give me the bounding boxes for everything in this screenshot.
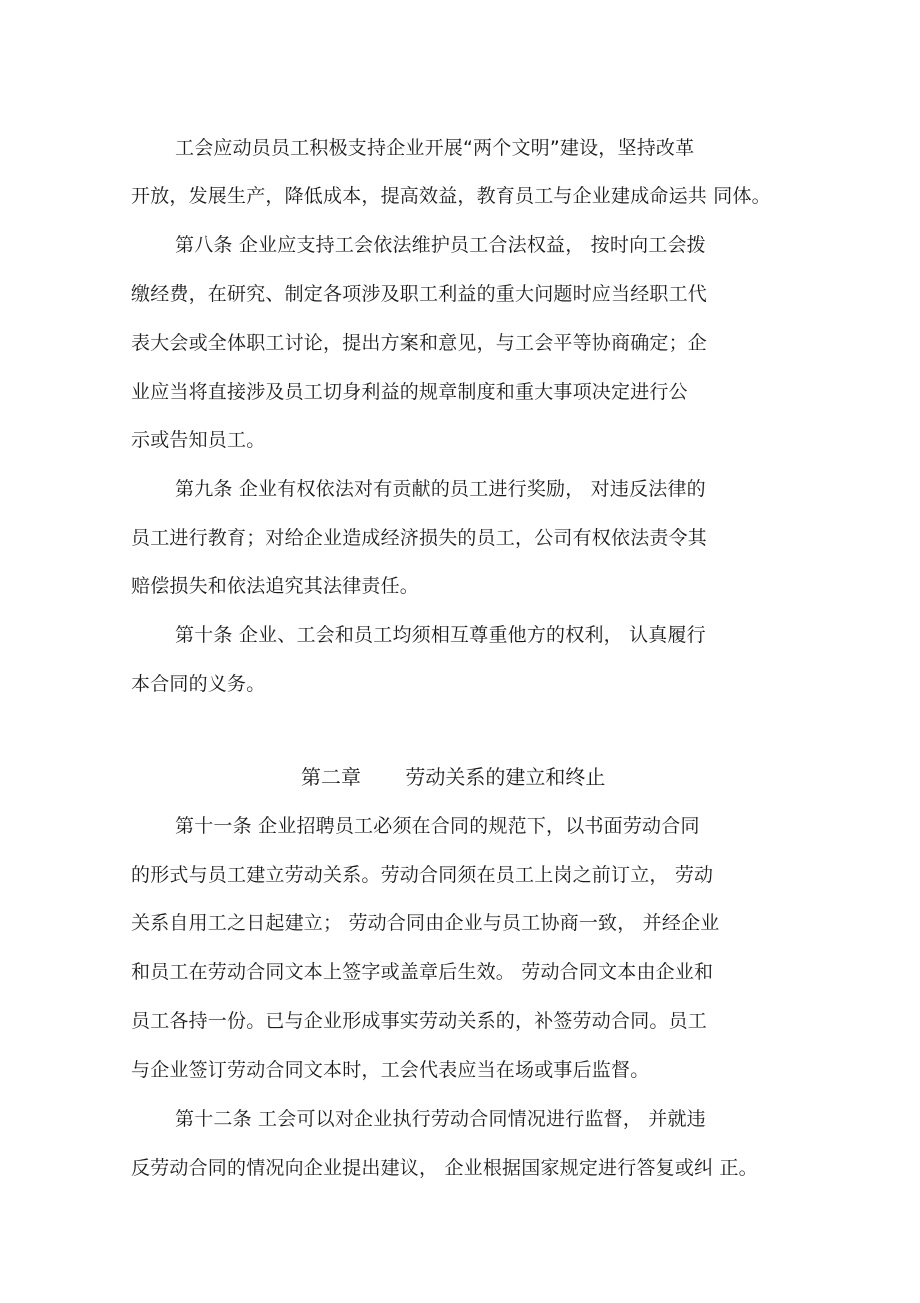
article-9-first-line: 第九条 企业有权依法对有贡献的员工进行奖励， 对违反法律的	[175, 478, 706, 500]
chapter-heading	[301, 764, 605, 790]
text-line: 反劳动合同的情况向企业提出建议， 企业根据国家规定进行答复或纠 正。	[131, 1157, 758, 1179]
chapter-title: 劳动关系的建立和终止	[405, 765, 606, 789]
text-line: 员工进行教育；对给企业造成经济损失的员工，公司有权依法责令其	[131, 527, 708, 549]
chapter-number: 第二章	[301, 765, 361, 789]
article-10-first-line: 第十条 企业、工会和员工均须相互尊重他方的权利， 认真履行	[175, 624, 706, 646]
text-line: 示或告知员工。	[131, 429, 266, 451]
text-line: 缴经费，在研究、制定各项涉及职工利益的重大问题时应当经职工代	[131, 283, 708, 305]
article-11-first-line: 第十一条 企业招聘员工必须在合同的规范下，以书面劳动合同	[175, 815, 700, 837]
text-line: 与企业签订劳动合同文本时，工会代表应当在场或事后监督。	[131, 1059, 650, 1081]
text-line: 业应当将直接涉及员工切身利益的规章制度和重大事项决定进行公	[131, 381, 688, 403]
article-12-first-line: 第十二条 工会可以对企业执行劳动合同情况进行监督， 并就违	[175, 1108, 706, 1130]
text-line: 的形式与员工建立劳动关系。劳动合同须在员工上岗之前订立， 劳动	[131, 864, 714, 886]
text-line: 关系自用工之日起建立； 劳动合同由企业与员工协商一致， 并经企业	[131, 912, 720, 934]
text-line: 和员工在劳动合同文本上签字或盖章后生效。 劳动合同文本由企业和	[131, 961, 714, 983]
article-8-first-line: 第八条 企业应支持工会依法维护员工合法权益， 按时向工会拨	[175, 234, 706, 256]
text-line: 工会应动员员工积极支持企业开展“两个文明”建设，坚持改革	[175, 137, 695, 159]
text-line: 表大会或全体职工讨论，提出方案和意见，与工会平等协商确定；企	[131, 332, 708, 354]
text-line: 赔偿损失和依法追究其法律责任。	[131, 575, 420, 597]
text-line: 员工各持一份。已与企业形成事实劳动关系的，补签劳动合同。员工	[131, 1010, 708, 1032]
text-line: 开放，发展生产，降低成本，提高效益，教育员工与企业建成命运共 同体。	[131, 185, 771, 207]
text-line: 本合同的义务。	[131, 673, 266, 695]
